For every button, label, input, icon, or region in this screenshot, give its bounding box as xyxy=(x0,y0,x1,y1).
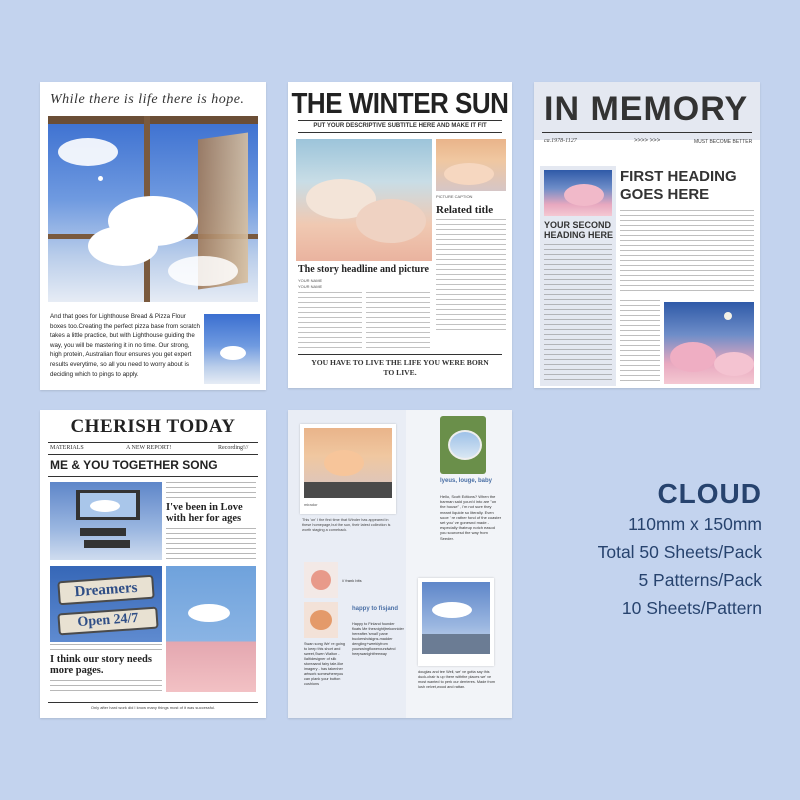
story-filler-left xyxy=(298,292,362,350)
heart-shape-photo-1 xyxy=(304,562,338,598)
related-title: Related title xyxy=(436,204,494,216)
sign-open: Open 24/7 xyxy=(57,607,158,636)
memory-date: ca.1978-1127 xyxy=(544,138,577,144)
sheet1-body-text: And that goes for Lighthouse Bread & Pizza Flour boxes too.Creating the perfect pizza base from scratch takes a little practice, but with Lighthouse guiding the way, you will be mastering it in no time. Our strong, high protein, Australian flour ensures you get expert results everytime, so all you need to worry about is deciding which to pings to apply. xyxy=(50,313,200,378)
pink-wall-cloud-photo xyxy=(166,566,256,692)
materials-label: MATERIALS xyxy=(50,445,84,451)
memory-filler-mid xyxy=(620,300,660,382)
love-heading: I've been in Love with her for ages xyxy=(166,502,243,524)
memory-filler-left xyxy=(544,244,612,380)
recording-label: Recording!// xyxy=(218,445,249,451)
heart-shape-photo-2 xyxy=(304,602,338,638)
polaroid-left xyxy=(300,424,396,514)
related-filler-text xyxy=(436,219,506,331)
new-report-label: A NEW REPORT! xyxy=(126,445,172,451)
cherish-filler-lower xyxy=(50,644,162,654)
story-filler-right xyxy=(366,292,430,350)
dreamers-sign-photo xyxy=(50,566,162,642)
story-pages-heading: I think our story needs more pages. xyxy=(50,654,152,676)
pink-cloud-moon-photo xyxy=(664,302,754,384)
product-line-2: 5 Patterns/Pack xyxy=(638,570,762,590)
first-heading: FIRST HEADING GOES HERE xyxy=(620,168,737,203)
frank-bits: // frank bits xyxy=(342,578,362,583)
sheet-in-memory xyxy=(534,82,760,388)
cherish-title: CHERISH TODAY xyxy=(70,416,236,437)
heart-photo xyxy=(440,416,486,474)
douglas-text: douglas and tee Well, we' ve gotta say this duck-chair is up there withthe places we' ve most wanted to perk our derrieres. Made from lush velvet,wood and rattan. xyxy=(418,670,496,689)
happy-title: happy to fisjand xyxy=(352,606,399,612)
product-line-3: 10 Sheets/Pattern xyxy=(621,598,762,618)
memory-arrows: >>>> >>> xyxy=(634,138,661,144)
heart-text: Hello, Scott Edtions? When the barman said youn'd into are "on the house" , i'm not sure they meant liquide so literally. Even sooe ' re rather fond of the coaster set you' ve gonesnd made - especially thateup notch easod you sourcesd the way from Seeder. xyxy=(440,494,502,541)
window-sky-photo xyxy=(48,116,258,302)
together-song-headline: ME & YOU TOGETHER SONG xyxy=(50,458,218,472)
product-name: CLOUD xyxy=(657,478,762,509)
caption-left: This 'on' I the first time that Winder has appeared in these homepage,but the sun, their latest collection is worth staging a comeback. xyxy=(302,518,391,532)
winter-sun-subtitle: PUT YOUR DESCRIPTIVE SUBTITLE HERE AND MAKE IT FIT xyxy=(313,123,487,129)
billboard-cloud-photo xyxy=(50,482,162,560)
sheet-life-hope xyxy=(40,82,266,390)
pink-cloud-photo-top xyxy=(544,170,612,216)
heart-title: lyeus, louge, baby xyxy=(440,478,493,484)
polaroid-left-label: mirador xyxy=(304,502,318,507)
second-heading: YOUR SECOND HEADING HERE xyxy=(544,220,614,240)
sheet-cherish-today xyxy=(40,410,266,718)
product-size: 110mm x 150mm xyxy=(628,514,762,534)
happy-text: Happy to Finland founder floats Me thesnight|trekonnider hereafter.'small' pane buckershdsigns-madder dengling+weeklyfrom yourswingfloweroundwind heepwanightfreeway xyxy=(352,622,404,656)
story-headline: The story headline and picture xyxy=(298,264,429,275)
sheet-scrapbook xyxy=(288,410,512,718)
script-title: While there is life there is hope. xyxy=(50,92,245,107)
picture-caption: PICTURE CAPTION xyxy=(436,194,473,199)
byline-1: YOUR NAME xyxy=(298,278,323,283)
byline-2: YOUR NAME xyxy=(298,284,323,289)
winter-sun-title: THE WINTER SUN xyxy=(291,86,509,120)
swan-text: Swan song We' re going to keep this short and sweet,Swen Walton - IlaItidesigner of silk storeaand fairy tale-like imagery - has takenher artwork somewhereyou can plank your button cushions xyxy=(304,642,345,686)
memory-tagline: MUST BECOME BETTER xyxy=(694,139,753,145)
cherish-filler-top xyxy=(166,482,256,500)
sunset-cloud-photo-small xyxy=(436,139,506,191)
in-memory-title: IN MEMORY xyxy=(544,90,749,128)
memory-filler-right xyxy=(620,210,754,294)
cherish-filler-mid xyxy=(166,528,256,562)
polaroid-right xyxy=(418,578,494,666)
sheet-winter-sun xyxy=(288,82,512,388)
cherish-filler-bottom xyxy=(50,680,162,694)
small-cloud-photo xyxy=(204,314,260,384)
cherish-footer: Only after hard work did I know many things most of it was successful. xyxy=(90,705,216,710)
sign-dreamers: Dreamers xyxy=(57,575,154,606)
winter-sun-quote: YOU HAVE TO LIVE THE LIFE YOU WERE BORN TO LIVE. xyxy=(311,358,489,377)
pastel-sky-photo-large xyxy=(296,139,432,261)
product-line-1: Total 50 Sheets/Pack xyxy=(597,542,762,562)
